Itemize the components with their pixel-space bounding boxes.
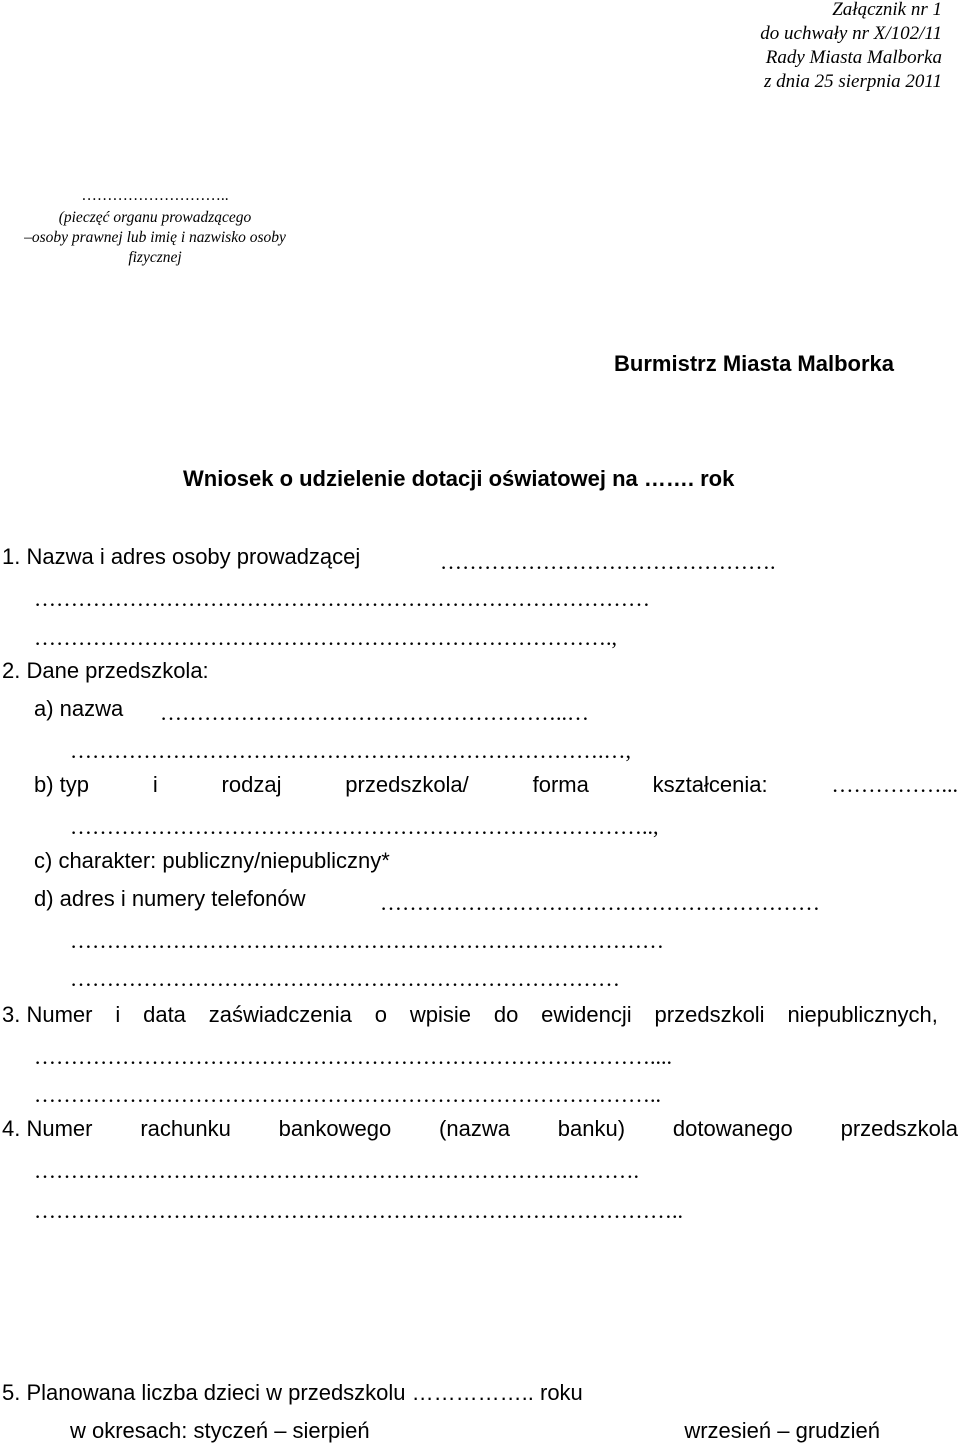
stamp-caption-1: (pieczęć organu prowadzącego — [58, 209, 252, 226]
section-4-word: przedszkola — [840, 1116, 958, 1141]
section-3-fill-2: ………………………………………………………………………….. — [34, 1082, 661, 1107]
section-4-word: 4. Numer — [2, 1116, 93, 1141]
section-5-period-right: wrzesień – grudzień — [684, 1418, 880, 1443]
section-2b-word: kształcenia: — [652, 772, 768, 797]
section-1-label: 1. Nazwa i adres osoby prowadzącej — [2, 544, 361, 569]
section-2a-fill-2: ……………………………………………………………….…, — [70, 738, 631, 763]
section-4-word: rachunku — [140, 1116, 231, 1141]
section-2b-fill-2: …………………………………………………………………….., — [70, 814, 659, 839]
stamp-dots: ……………………….. — [81, 187, 229, 204]
section-3-fill-1: ………………………………………………………………………….... — [34, 1044, 672, 1069]
attachment-line-4: z dnia 25 sierpnia 2011 — [763, 71, 942, 92]
section-3-word: 3. Numer — [2, 1002, 93, 1027]
attachment-line-3: Rady Miasta Malborka — [765, 47, 942, 68]
section-3-word: data — [143, 1002, 186, 1027]
stamp-caption-2: –osoby prawnej lub imię i nazwisko osoby — [24, 229, 286, 246]
section-3-word: niepublicznych, — [787, 1002, 938, 1027]
section-2d-fill-3: ………………………………………………………………… — [70, 966, 620, 991]
section-4-word: banku) — [557, 1116, 626, 1141]
attachment-line-1: Załącznik nr 1 — [832, 0, 942, 20]
attachment-line-2: do uchwały nr X/102/11 — [760, 23, 942, 44]
section-2d-fill-1: …………………………………………………… — [380, 890, 820, 915]
section-2b-fill-1: ……………... — [831, 772, 958, 797]
section-3-word: zaświadczenia — [208, 1002, 352, 1027]
section-4-word: dotowanego — [672, 1116, 793, 1141]
section-5-label: 5. Planowana liczba dzieci w przedszkolu …………….. roku — [2, 1380, 583, 1405]
section-4-line — [2, 1116, 958, 1142]
addressee: Burmistrz Miasta Malborka — [614, 351, 894, 376]
section-2b-word: forma — [532, 772, 589, 797]
stamp-caption-3: fizycznej — [128, 249, 182, 266]
section-2d-label: d) adres i numery telefonów — [34, 886, 306, 911]
form-title: Wniosek o udzielenie dotacji oświatowej na ……. rok — [183, 466, 735, 491]
section-3-word: i — [115, 1002, 121, 1027]
section-5-period-left: w okresach: styczeń – sierpień — [70, 1418, 370, 1443]
section-2b-word: i — [152, 772, 158, 797]
section-3-word: do — [493, 1002, 519, 1027]
section-2a-label: a) nazwa — [34, 696, 124, 721]
section-1-fill-3: ……………………………………………………………………., — [34, 625, 617, 650]
section-3-word: ewidencji — [541, 1002, 632, 1027]
section-4-fill-2: …………………………………………………………………………….. — [34, 1198, 683, 1223]
section-3-word: przedszkoli — [654, 1002, 765, 1027]
section-4-word: bankowego — [278, 1116, 392, 1141]
section-2b-word: przedszkola/ — [345, 772, 469, 797]
section-1-fill-2: ………………………………………………………………………… — [34, 586, 650, 611]
section-2b-word: rodzaj — [221, 772, 282, 797]
section-2d-fill-2: ……………………………………………………………………… — [70, 928, 664, 953]
section-4-fill-1: ……………………………………………………………….………. — [34, 1158, 639, 1183]
section-3-word: o — [374, 1002, 387, 1027]
section-3-word: wpisie — [409, 1002, 471, 1027]
section-1-fill-1: ………………………………………. — [440, 549, 776, 574]
section-2-label: 2. Dane przedszkola: — [2, 658, 209, 683]
section-2a-fill-1: ………………………………………………..… — [160, 700, 589, 725]
section-2c-label: c) charakter: publiczny/niepubliczny* — [34, 848, 390, 873]
section-4-word: (nazwa — [439, 1116, 510, 1141]
section-3-line — [2, 1002, 938, 1028]
section-2b-line — [34, 772, 958, 798]
section-2b-word: b) typ — [34, 772, 90, 797]
